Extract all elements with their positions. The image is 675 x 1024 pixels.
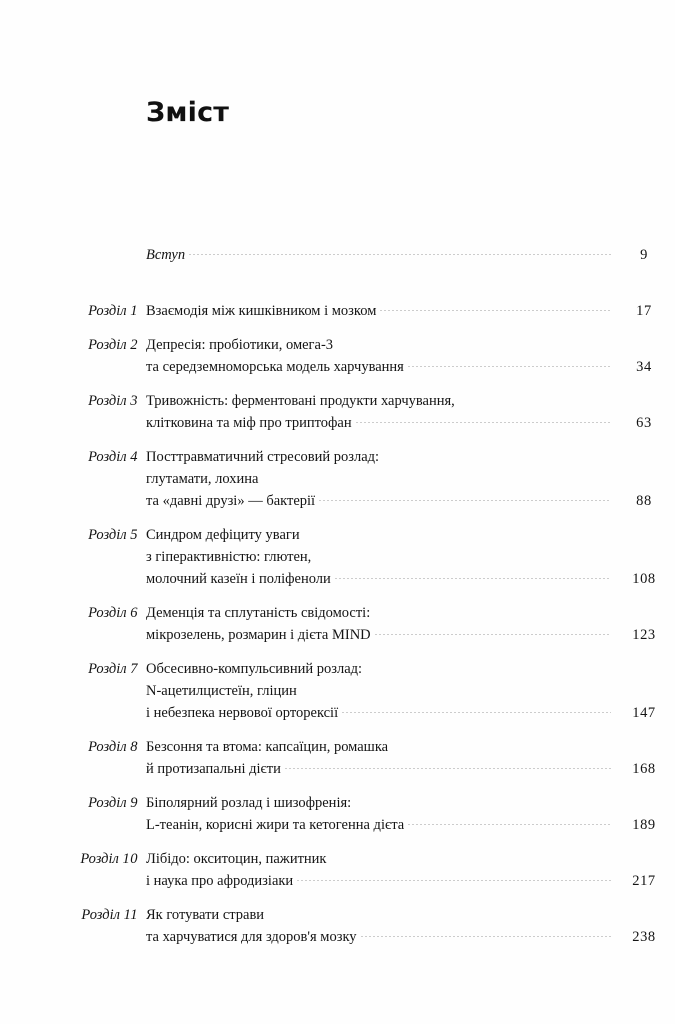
chapter-title-block bbox=[138, 524, 675, 590]
toc-chapter-entry[interactable] bbox=[0, 602, 675, 646]
chapter-label-word: Розділ bbox=[88, 527, 131, 543]
chapter-title-text: і небезпека нервової орторексії bbox=[146, 705, 339, 721]
chapter-title-text: і наука про афродизіаки bbox=[146, 873, 294, 889]
toc-chapter-entry[interactable] bbox=[0, 390, 675, 434]
toc-chapter-entry[interactable] bbox=[0, 300, 675, 322]
chapter-label-word: Розділ bbox=[81, 907, 124, 923]
chapter-number: 8 bbox=[130, 739, 138, 755]
toc-chapter-entry[interactable] bbox=[0, 848, 675, 892]
chapter-title-text: Тривожність: ферментовані продукти харчування, bbox=[146, 393, 455, 409]
chapter-title-block bbox=[138, 390, 675, 434]
chapter-label bbox=[0, 658, 138, 680]
chapter-number: 9 bbox=[130, 795, 138, 811]
chapter-title-text: клітковина та міф про триптофан bbox=[146, 415, 352, 431]
chapter-title-text: Обсесивно-компульсивний розлад: bbox=[146, 661, 363, 677]
dot-leader bbox=[334, 569, 611, 584]
chapter-title-text: Взаємодія між кишківником і мозком bbox=[146, 303, 377, 319]
chapter-label bbox=[0, 736, 138, 758]
chapter-title-block bbox=[138, 446, 675, 512]
chapter-title-text: Посттравматичний стресовий розлад: bbox=[146, 449, 380, 465]
chapter-title-line bbox=[146, 356, 675, 378]
chapter-title-text: Біполярний розлад і шизофренія: bbox=[146, 795, 352, 811]
chapter-title-line bbox=[146, 736, 675, 758]
dot-leader bbox=[329, 849, 611, 864]
dot-leader bbox=[354, 793, 611, 808]
chapter-title-line bbox=[146, 602, 675, 624]
dot-leader bbox=[261, 469, 611, 484]
chapter-title-line bbox=[146, 390, 675, 412]
chapter-title-text: Безсоння та втома: капсаїцин, ромашка bbox=[146, 739, 389, 755]
toc-chapter-entry[interactable] bbox=[0, 524, 675, 590]
chapter-title-line bbox=[146, 814, 675, 836]
dot-leader bbox=[318, 491, 611, 506]
chapter-label bbox=[0, 300, 138, 322]
dot-leader bbox=[303, 525, 611, 540]
page-number: 238 bbox=[632, 929, 656, 945]
chapter-title-line bbox=[146, 680, 675, 702]
chapter-title-line bbox=[146, 870, 675, 892]
chapter-title-line bbox=[146, 568, 675, 590]
chapter-title-line bbox=[146, 334, 675, 356]
chapter-label-word: Розділ bbox=[88, 605, 131, 621]
chapter-label bbox=[0, 848, 138, 870]
chapter-label-word: Розділ bbox=[88, 739, 131, 755]
chapter-label-word: Розділ bbox=[80, 851, 123, 867]
chapter-title-line bbox=[146, 524, 675, 546]
chapter-label-word: Розділ bbox=[88, 303, 131, 319]
dot-leader bbox=[379, 301, 611, 316]
chapter-title-text: Лібідо: окситоцин, пажитник bbox=[146, 851, 327, 867]
page-number: 108 bbox=[632, 571, 656, 587]
dot-leader bbox=[407, 357, 611, 372]
chapter-title-text: L-теанін, корисні жири та кетогенна дієта bbox=[146, 817, 405, 833]
chapter-number: 4 bbox=[130, 449, 138, 465]
toc-front-matter-entry[interactable] bbox=[0, 244, 675, 266]
dot-leader bbox=[360, 927, 611, 942]
chapter-number: 1 bbox=[130, 303, 138, 319]
chapter-label bbox=[0, 446, 138, 468]
chapter-number: 5 bbox=[130, 527, 138, 543]
page-title: Зміст bbox=[146, 97, 230, 128]
chapter-title-block bbox=[138, 658, 675, 724]
page-number: 17 bbox=[636, 303, 652, 319]
chapter-number: 2 bbox=[130, 337, 138, 353]
chapter-label-word: Розділ bbox=[88, 661, 131, 677]
chapter-number: 6 bbox=[130, 605, 138, 621]
toc-chapter-entry[interactable] bbox=[0, 736, 675, 780]
chapter-title-block bbox=[138, 334, 675, 378]
dot-leader bbox=[267, 905, 611, 920]
page-number: 34 bbox=[636, 359, 652, 375]
chapter-title-text: мікрозелень, розмарин і дієта MIND bbox=[146, 627, 371, 643]
dot-leader bbox=[314, 547, 611, 562]
chapter-title-line bbox=[146, 446, 675, 468]
chapter-title-text: молочний казеїн і поліфеноли bbox=[146, 571, 331, 587]
chapter-number: 11 bbox=[123, 907, 138, 923]
chapter-title-line bbox=[146, 926, 675, 948]
chapter-title-text: глутамати, лохина bbox=[146, 471, 259, 487]
chapter-title-block bbox=[138, 300, 675, 322]
chapter-title-line bbox=[146, 702, 675, 724]
page-number: 189 bbox=[632, 817, 656, 833]
chapter-label bbox=[0, 602, 138, 624]
chapter-title-line bbox=[146, 848, 675, 870]
page-number: 147 bbox=[632, 705, 656, 721]
dot-leader bbox=[365, 659, 611, 674]
chapter-label bbox=[0, 390, 138, 412]
chapter-title-line bbox=[146, 468, 675, 490]
page-number: 9 bbox=[640, 247, 648, 263]
toc-chapter-entry[interactable] bbox=[0, 658, 675, 724]
chapter-title-line bbox=[146, 904, 675, 926]
toc-chapter-entry[interactable] bbox=[0, 904, 675, 948]
chapter-title-text: N-ацетилцистеїн, гліцин bbox=[146, 683, 297, 699]
chapter-title-text: й протизапальні дієти bbox=[146, 761, 281, 777]
dot-leader bbox=[336, 335, 611, 350]
dot-leader bbox=[296, 871, 611, 886]
page-number: 63 bbox=[636, 415, 652, 431]
chapter-title-block bbox=[138, 848, 675, 892]
toc-chapter-entry[interactable] bbox=[0, 446, 675, 512]
dot-leader bbox=[407, 815, 611, 830]
chapter-title-line bbox=[146, 412, 675, 434]
chapter-title-line bbox=[146, 758, 675, 780]
chapter-title-text: та «давні друзі» — бактерії bbox=[146, 493, 316, 509]
dot-leader bbox=[391, 737, 611, 752]
dot-leader bbox=[382, 447, 611, 462]
chapter-number: 7 bbox=[130, 661, 138, 677]
dot-leader bbox=[188, 245, 611, 260]
chapter-title-text: та харчуватися для здоров'я мозку bbox=[146, 929, 357, 945]
chapter-label bbox=[0, 792, 138, 814]
dot-leader bbox=[341, 703, 611, 718]
chapter-number: 10 bbox=[122, 851, 138, 867]
chapter-label-word: Розділ bbox=[88, 795, 131, 811]
chapter-label-word: Розділ bbox=[88, 337, 131, 353]
dot-leader bbox=[355, 413, 611, 428]
chapter-label-word: Розділ bbox=[88, 393, 131, 409]
chapter-title-text: Як готувати страви bbox=[146, 907, 265, 923]
chapter-title-line bbox=[146, 300, 675, 322]
dot-leader bbox=[300, 681, 611, 696]
table-of-contents bbox=[0, 244, 675, 960]
page-number: 88 bbox=[636, 493, 652, 509]
toc-chapter-entry[interactable] bbox=[0, 334, 675, 378]
chapter-title-block bbox=[138, 602, 675, 646]
chapter-label bbox=[0, 334, 138, 356]
page-number: 168 bbox=[632, 761, 656, 777]
chapter-title-line bbox=[146, 490, 675, 512]
chapter-title-text: Синдром дефіциту уваги bbox=[146, 527, 300, 543]
chapter-title-text: Депресія: пробіотики, омега-3 bbox=[146, 337, 334, 353]
dot-leader bbox=[284, 759, 611, 774]
toc-chapter-entry[interactable] bbox=[0, 792, 675, 836]
chapter-title-line bbox=[146, 792, 675, 814]
page-number: 217 bbox=[632, 873, 656, 889]
chapter-title-line bbox=[146, 546, 675, 568]
page-number: 123 bbox=[632, 627, 656, 643]
chapter-title-text: Вступ bbox=[146, 247, 186, 263]
dot-leader bbox=[374, 625, 611, 640]
chapter-title-line bbox=[146, 624, 675, 646]
chapter-title-block bbox=[138, 792, 675, 836]
chapter-title-text: з гіперактивністю: глютен, bbox=[146, 549, 312, 565]
dot-leader bbox=[373, 603, 611, 618]
chapter-title-text: Деменція та сплутаність свідомості: bbox=[146, 605, 371, 621]
chapter-title-block bbox=[138, 904, 675, 948]
chapter-label bbox=[0, 524, 138, 546]
chapter-label-word: Розділ bbox=[88, 449, 131, 465]
chapter-title-block bbox=[138, 736, 675, 780]
chapter-title-block bbox=[138, 244, 675, 266]
chapter-label bbox=[0, 904, 138, 926]
chapter-title-text: та середземноморська модель харчування bbox=[146, 359, 404, 375]
chapter-title-line bbox=[146, 658, 675, 680]
chapter-number: 3 bbox=[130, 393, 138, 409]
dot-leader bbox=[458, 391, 611, 406]
chapter-title-line bbox=[146, 244, 675, 266]
